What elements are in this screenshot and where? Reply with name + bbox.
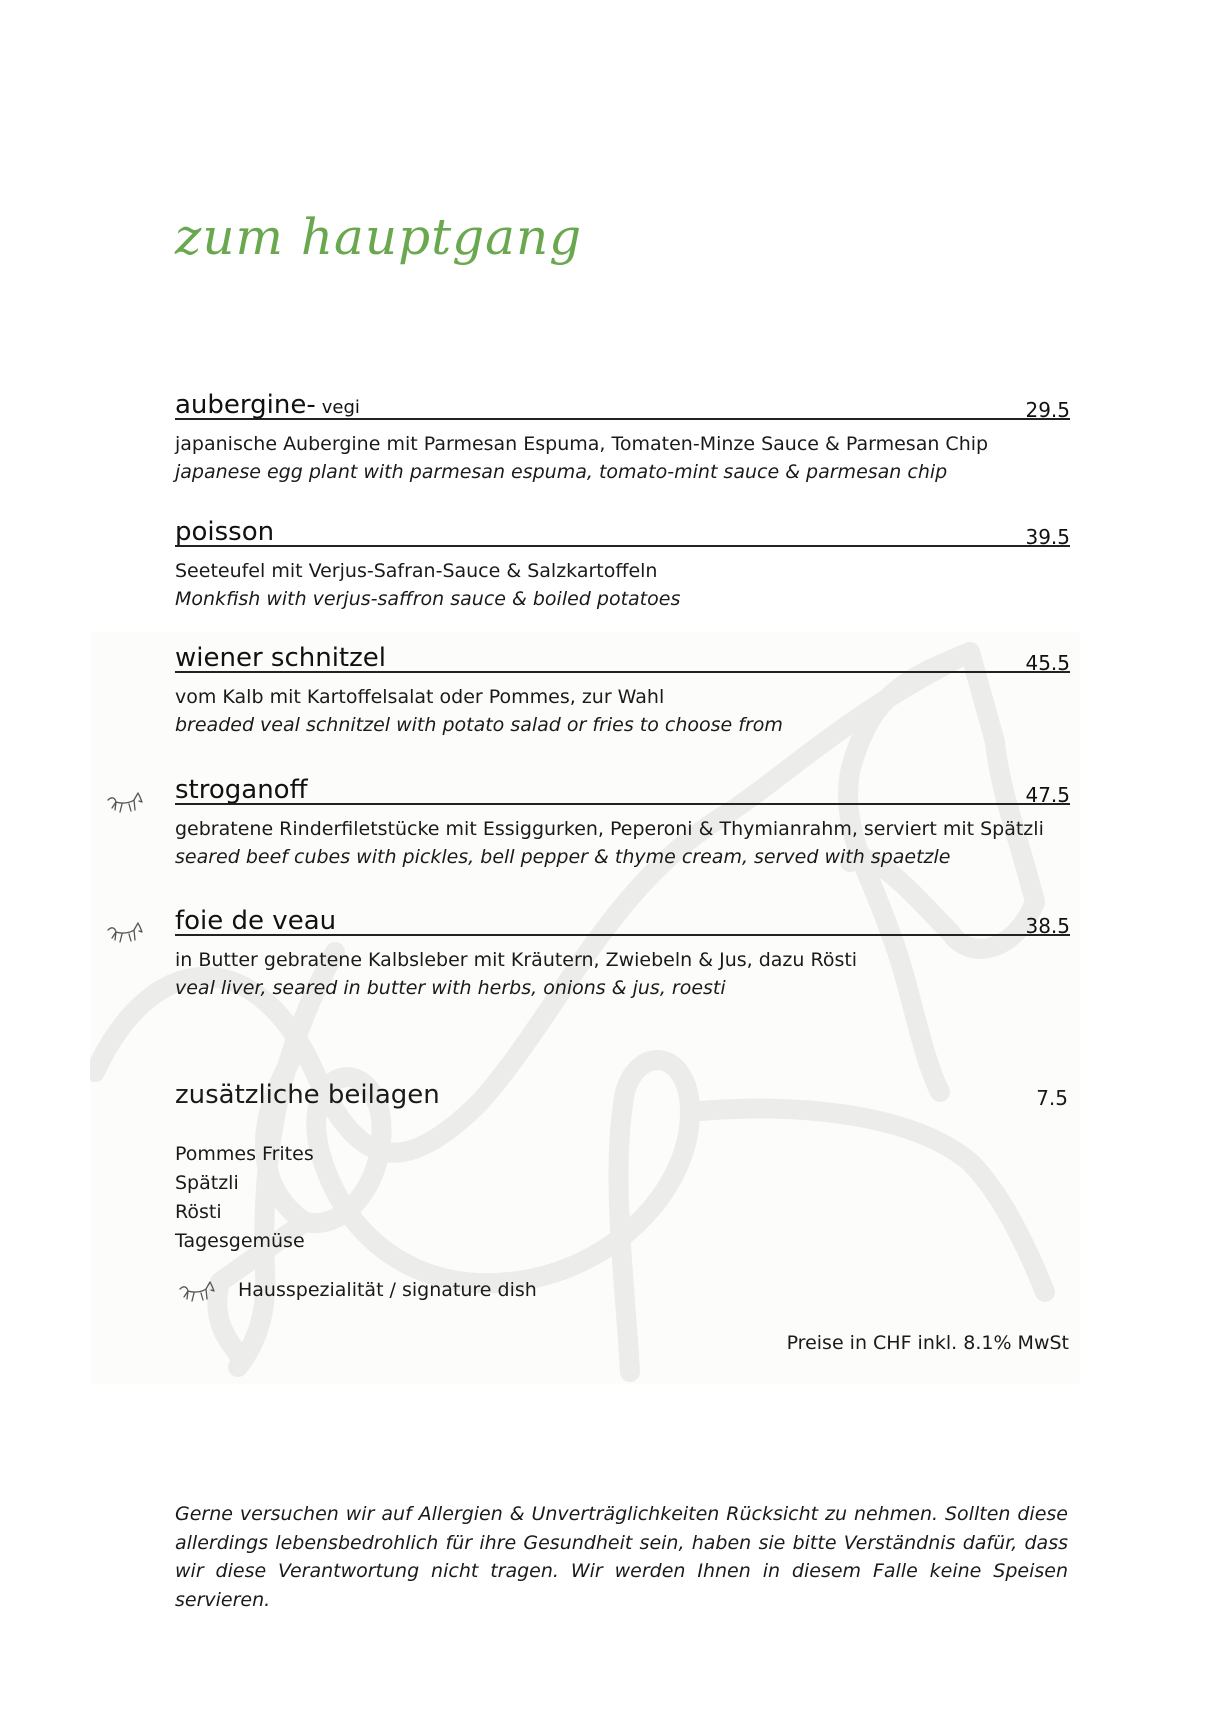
menu-item-name: poisson	[175, 517, 275, 547]
menu-item-name: foie de veau	[175, 906, 337, 936]
allergy-note: Gerne versuchen wir auf Allergien & Unverträglichkeiten Rücksicht zu nehmen. Sollten diese allerdings lebensbedrohlich für ihre Gesundheit sein, haben sie bitte Verständnis dafür, dass wir diese Verantwortung nicht tragen. Wir werden Ihnen in diesem Falle keine Speisen servieren.	[175, 1503, 1068, 1611]
menu-item-description-de: gebratene Rinderfiletstücke mit Essiggurken, Peperoni & Thymianrahm, serviert mit Spätzli	[175, 818, 1044, 840]
menu-item-foie-de-veau	[175, 902, 1070, 1002]
menu-item-header	[175, 513, 1070, 547]
menu-item-description-de: japanische Aubergine mit Parmesan Espuma, Tomaten-Minze Sauce & Parmesan Chip	[175, 433, 989, 455]
menu-item-price: 29.5	[1025, 398, 1070, 422]
horse-icon	[178, 1279, 216, 1305]
menu-item-price: 45.5	[1025, 651, 1070, 675]
side-dishes-list	[175, 1140, 1070, 1256]
menu-item-wiener-schnitzel	[175, 639, 1070, 739]
vegi-tag: vegi	[321, 397, 360, 418]
side-dishes-price: 7.5	[1036, 1086, 1068, 1110]
list-item: Rösti	[175, 1201, 222, 1223]
page-title: zum hauptgang	[175, 208, 583, 266]
menu-item-name: stroganoff	[175, 775, 308, 805]
menu-item-description-de: vom Kalb mit Kartoffelsalat oder Pommes, zur Wahl	[175, 686, 665, 708]
menu-item-description-en: veal liver, seared in butter with herbs, onions & jus, roesti	[175, 977, 726, 999]
menu-item-stroganoff	[175, 771, 1070, 871]
menu-item-poisson	[175, 513, 1070, 613]
menu-item-price: 38.5	[1025, 914, 1070, 938]
menu-item-description-de: Seeteufel mit Verjus-Safran-Sauce & Salzkartoffeln	[175, 560, 658, 582]
menu-item-header	[175, 902, 1070, 936]
horse-icon	[106, 790, 144, 816]
horse-watermark-icon	[90, 632, 1080, 1384]
list-item: Pommes Frites	[175, 1143, 314, 1165]
list-item: Tagesgemüse	[175, 1230, 305, 1252]
horse-icon	[106, 920, 144, 946]
menu-item-name: wiener schnitzel	[175, 643, 386, 673]
menu-item-description-en: seared beef cubes with pickles, bell pepper & thyme cream, served with spaetzle	[175, 846, 951, 868]
menu-item-description-en: japanese egg plant with parmesan espuma, tomato-mint sauce & parmesan chip	[175, 461, 948, 483]
menu-item-header	[175, 639, 1070, 673]
menu-item-description-de: in Butter gebratene Kalbsleber mit Kräutern, Zwiebeln & Jus, dazu Rösti	[175, 949, 858, 971]
prices-note: Preise in CHF inkl. 8.1% MwSt	[786, 1332, 1069, 1354]
horse-watermark	[90, 632, 1080, 1384]
menu-item-description-en: breaded veal schnitzel with potato salad or fries to choose from	[175, 714, 783, 736]
list-item: Spätzli	[175, 1172, 239, 1194]
side-dishes-title: zusätzliche beilagen	[175, 1080, 440, 1110]
side-dishes	[175, 1080, 1070, 1256]
menu-item-name	[175, 390, 360, 420]
menu-item-price: 47.5	[1025, 783, 1070, 807]
menu-item-aubergine	[175, 386, 1070, 486]
menu-item-description-en: Monkfish with verjus-saffron sauce & boiled potatoes	[175, 588, 681, 610]
menu-item-header	[175, 386, 1070, 420]
menu-item-price: 39.5	[1025, 525, 1070, 549]
side-dishes-header	[175, 1080, 1070, 1116]
menu-item-header	[175, 771, 1070, 805]
menu-item-name-text: aubergine-	[175, 390, 316, 420]
signature-legend-text: Hausspezialität / signature dish	[238, 1279, 537, 1301]
